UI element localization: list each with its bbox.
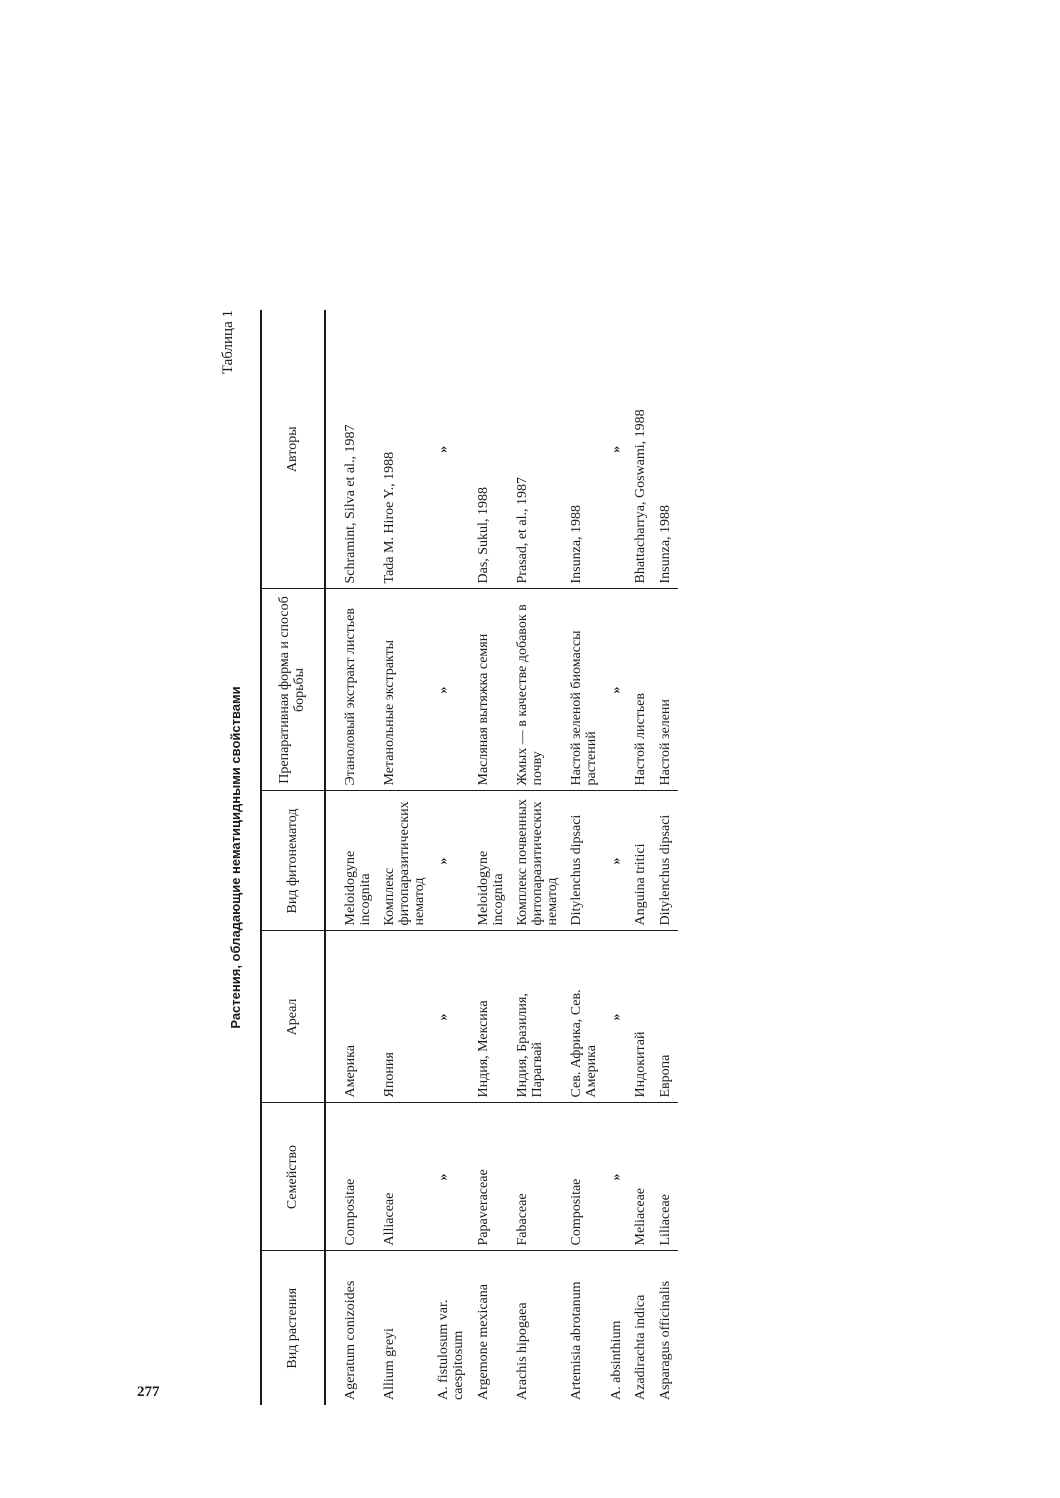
cell-nematode: Комплекс фитопаразитических нематод [377, 791, 431, 931]
cell-area: Сев. Африка, Сев. Америка [564, 931, 603, 1103]
cell-nematode-ditto: » [604, 791, 629, 931]
cell-preparation-ditto: » [604, 589, 629, 791]
header-area: Ареал [261, 931, 325, 1103]
cell-authors: Bhattacharrya, Goswami, 1988 [628, 310, 653, 589]
cell-family: Compositae [564, 1103, 603, 1251]
cell-nematode: Anguina tritici [628, 791, 653, 931]
cell-authors: Das, Sukul, 1988 [471, 310, 510, 589]
table-title: Растения, обладающие нематицидными свойствами [228, 686, 243, 1029]
cell-family: Meliaceae [628, 1103, 653, 1251]
cell-species: Asparagus officinalis [658, 1280, 673, 1400]
cell-preparation: Настой зеленой биомассы растений [564, 589, 603, 791]
header-family: Семейство [261, 1103, 325, 1251]
cell-area: Америка [325, 931, 377, 1103]
cell-authors: Tada M. Hiroe Y., 1988 [377, 310, 431, 589]
page-number: 277 [137, 1384, 160, 1400]
cell-species: Arachis hipogaea [515, 1302, 531, 1400]
table-row [431, 310, 470, 1405]
cell-preparation: Настой зелени [653, 589, 678, 791]
cell-area: Индия, Мексика [471, 931, 510, 1103]
cell-authors: Schramint, Silva et al., 1987 [325, 310, 377, 589]
table-row [377, 310, 431, 1405]
cell-species: A. absinthium [608, 1320, 624, 1400]
cell-preparation-ditto: » [431, 589, 470, 791]
cell-family: Alliaceae [377, 1103, 431, 1251]
cell-family: Fabaceae [510, 1103, 564, 1251]
cell-species: Ageratum conizoides [343, 1280, 358, 1400]
cell-family-ditto: » [431, 1103, 470, 1251]
cell-preparation: Этаноловый экстракт листьев [325, 589, 377, 791]
cell-species: Allium greyi [382, 1328, 398, 1400]
cell-nematode: Meloidogyne incognita [471, 791, 510, 931]
cell-area: Индокитай [628, 931, 653, 1103]
cell-nematode: Комплекс почвенных фитопаразитических нематод [510, 791, 564, 931]
header-nematode: Вид фитонематод [261, 791, 325, 931]
cell-authors-ditto: » [431, 310, 470, 589]
table-row [604, 310, 629, 1405]
cell-area: Япония [377, 931, 431, 1103]
cell-family: Papaveraceae [471, 1103, 510, 1251]
table-label: Таблица 1 [220, 310, 236, 375]
cell-preparation: Жмых — в качестве добавок в почву [510, 589, 564, 791]
table-row [653, 310, 678, 1405]
cell-nematode: Ditylenchus dipsaci [564, 791, 603, 931]
cell-area-ditto: » [604, 931, 629, 1103]
cell-species: Azadirachta indica [633, 1294, 649, 1400]
table-header-row [261, 310, 325, 1405]
nematicidal-plants-table [260, 310, 678, 1405]
table-row [325, 310, 377, 1405]
cell-species: Artemisia abrotanum [569, 1281, 585, 1400]
cell-species: A. fistulosum var. caespitosum [436, 1299, 467, 1400]
cell-area: Европа [653, 931, 678, 1103]
cell-nematode: Meloidogyne incognita [325, 791, 377, 931]
cell-family-ditto: » [604, 1103, 629, 1251]
cell-authors-ditto: » [604, 310, 629, 589]
cell-authors: Prasad, et al., 1987 [510, 310, 564, 589]
cell-preparation: Масляная вытяжка семян [471, 589, 510, 791]
cell-area-ditto: » [431, 931, 470, 1103]
rotated-table-block [220, 310, 920, 1405]
cell-nematode: Ditylenchus dipsaci [653, 791, 678, 931]
table-row [471, 310, 510, 1405]
table-row [510, 310, 564, 1405]
table-row [628, 310, 653, 1405]
header-species: Вид растения [284, 1287, 300, 1369]
cell-authors: Insunza, 1988 [653, 310, 678, 589]
cell-preparation: Настой листьев [628, 589, 653, 791]
cell-preparation: Метанольные экстракты [377, 589, 431, 791]
table-row [564, 310, 603, 1405]
cell-family: Compositae [325, 1103, 377, 1251]
header-preparation: Препаративная форма и способ борьбы [261, 589, 325, 791]
header-authors: Авторы [261, 310, 325, 589]
cell-authors: Insunza, 1988 [564, 310, 603, 589]
cell-nematode-ditto: » [431, 791, 470, 931]
cell-family: Liliaceae [653, 1103, 678, 1251]
cell-area: Индия, Бразилия, Парагвай [510, 931, 564, 1103]
cell-species: Argemone mexicana [475, 1284, 491, 1400]
